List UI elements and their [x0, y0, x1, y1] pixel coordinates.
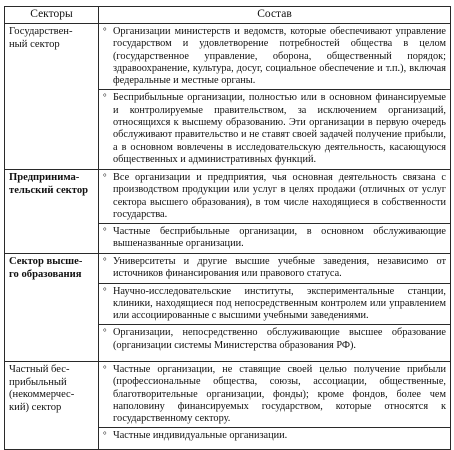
- item-text: Частные индивидуальные организации.: [113, 430, 288, 442]
- list-item: [99, 254, 450, 284]
- sector-name-line: прибыльный: [9, 376, 67, 388]
- item-text: Частные бесприбыльные организации, в основном обслуживающие вышеназванные организации.: [113, 226, 446, 250]
- composition-cell: [99, 254, 451, 362]
- item-text: Частные организации, не ставящие своей целью получение прибыли (профессиональные общества, союзы, ассоциации, общественные, благотворительные организации, фонды); кроме фондов, более чем наполовину финансируемых государством, которые относятся к государственному сектору.: [113, 364, 446, 425]
- list-item: [99, 325, 450, 354]
- sector-cell: [5, 24, 99, 170]
- item-text: Все организации и предприятия, чья основная деятельность связана с производством продукции или услуг в целях продажи (отличных от услуг сектора высшего образования), в том числе находящиеся в собственности государства.: [113, 172, 446, 220]
- sector-name-line: кий) сектор: [9, 401, 62, 413]
- item-text: Университеты и другие высшие учебные заведения, независимо от источников финансирования или правового статуса.: [113, 256, 446, 280]
- table-row: [5, 170, 451, 254]
- item-text: Организации, непосредственно обслуживающие высшее образование (организации системы Министерства образования РФ).: [113, 327, 446, 351]
- list-item: [99, 362, 450, 428]
- sector-name-line: Частный бес-: [9, 364, 70, 375]
- sector-name-line: го образования: [9, 268, 82, 280]
- table-header-row: [5, 7, 451, 24]
- sectors-table: [4, 6, 451, 450]
- list-item: [99, 90, 450, 168]
- bullet-icon: °: [103, 327, 107, 338]
- bullet-icon: °: [103, 92, 107, 103]
- sector-cell: [5, 170, 99, 254]
- table-row: [5, 362, 451, 450]
- composition-cell: [99, 362, 451, 450]
- sector-cell: [5, 362, 99, 450]
- composition-cell: [99, 24, 451, 170]
- sector-name-line: тельский сектор: [9, 184, 89, 196]
- bullet-icon: °: [103, 430, 107, 441]
- list-item: [99, 284, 450, 326]
- header-sectors: Секторы: [5, 7, 99, 24]
- sector-cell: [5, 254, 99, 362]
- composition-cell: [99, 170, 451, 254]
- sector-name-line: Сектор высше-: [9, 256, 83, 267]
- sector-name-line: Государствен-: [9, 26, 73, 37]
- bullet-icon: °: [103, 364, 107, 374]
- item-text: Научно-исследовательские институты, экспериментальные станции, клиники, находящиеся под непосредственным контролем или управлением или ассоциированные с высшими учебными заведениями.: [113, 285, 446, 322]
- list-item: [99, 428, 450, 444]
- list-item: [99, 24, 450, 90]
- bullet-icon: °: [103, 26, 107, 36]
- item-text: Бесприбыльные организации, полностью или в основном финансируемые и контролируемые правительством, за исключением организаций, относящихся к высшему образованию. Эти организации в первую очередь обслуживают правительство и не ставят своей задачей получение прибыли, а в основном вовлечены в исследовательскую деятельность, касающуюся общественных и административных функций.: [113, 92, 446, 165]
- table-body: [5, 24, 451, 450]
- bullet-icon: °: [103, 172, 107, 182]
- table-row: [5, 24, 451, 170]
- sector-name-line: ный сектор: [9, 38, 60, 50]
- list-item: [99, 170, 450, 224]
- table-row: [5, 254, 451, 362]
- bullet-icon: °: [103, 256, 107, 266]
- header-composition: Состав: [99, 7, 451, 24]
- bullet-icon: °: [103, 285, 107, 296]
- bullet-icon: °: [103, 226, 107, 237]
- sector-name-line: Предпринима-: [9, 172, 80, 183]
- list-item: [99, 224, 450, 253]
- item-text: Организации министерств и ведомств, которые обеспечивают управление государством и удовлетворение потребностей общества в целом (государственное управление, оборона, общественный порядок; здравоохранение, культура, досуг, социальное обеспечение и т.п.), включая федеральные и местные органы.: [113, 26, 446, 87]
- sector-name-line: (некоммерчес-: [9, 389, 75, 401]
